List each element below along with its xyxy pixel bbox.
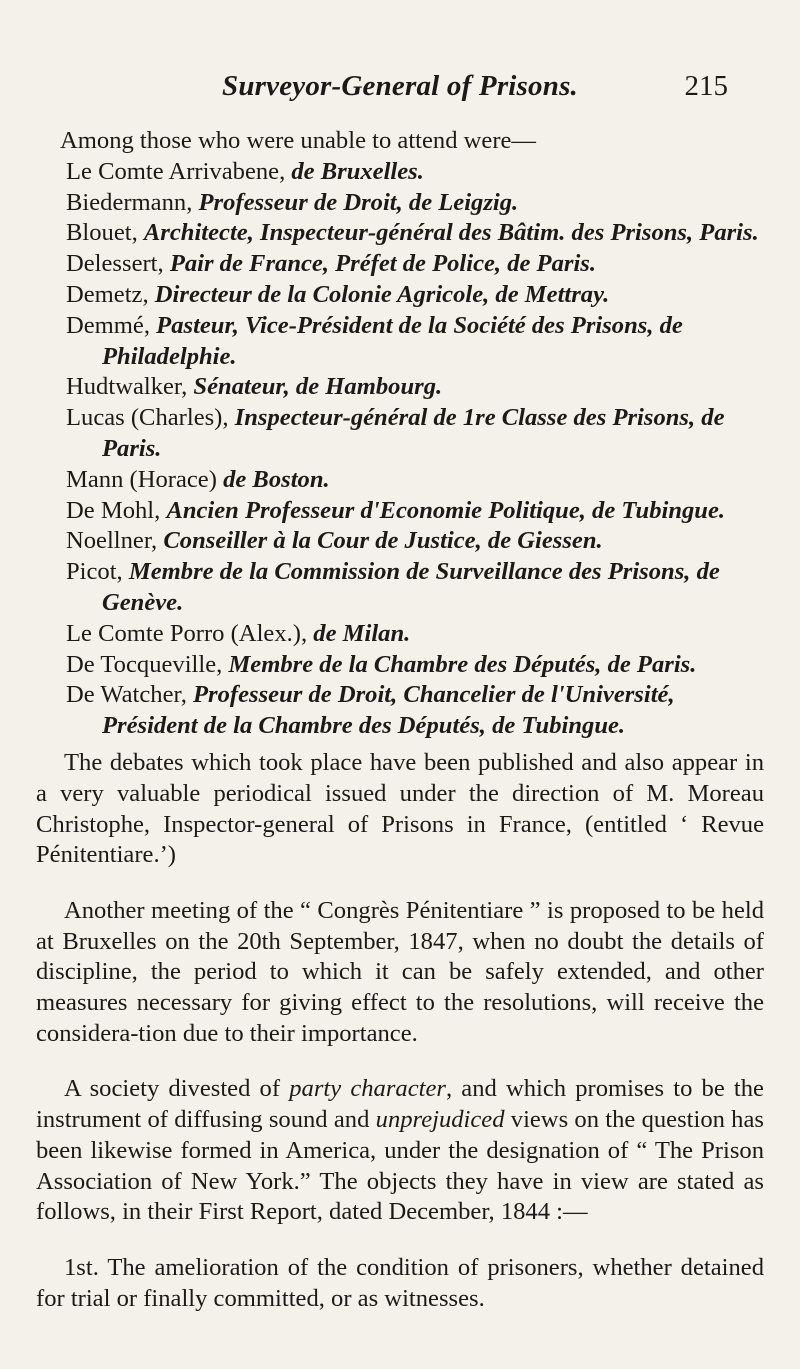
- attendee-name: Delessert,: [66, 250, 164, 278]
- attendee-entry: [36, 188, 764, 219]
- attendee-entry: [36, 557, 764, 619]
- paragraph-first-object: 1st. The amelioration of the condition of prisoners, whether detained for trial or finally committed, or as witnesses.: [36, 1253, 764, 1312]
- attendee-entry: [36, 157, 764, 188]
- attendee-entry: [36, 280, 764, 311]
- attendee-name: Le Comte Arrivabene,: [66, 157, 286, 185]
- attendee-entry: [36, 619, 764, 650]
- attendee-detail: Membre de la Chambre des Députés, de Paris.: [228, 650, 697, 678]
- attendee-entry: [36, 650, 764, 681]
- attendee-name: De Watcher,: [66, 681, 187, 709]
- attendee-list: [36, 157, 764, 742]
- attendee-detail: de Bruxelles.: [291, 157, 424, 185]
- page-number: 215: [684, 70, 728, 102]
- attendee-detail: de Boston.: [223, 465, 330, 493]
- attendee-name: Demmé,: [66, 311, 151, 339]
- attendee-detail: de Milan.: [313, 619, 411, 647]
- attendee-detail: Inspecteur-général de 1re Classe des Prisons, de Paris.: [102, 404, 725, 462]
- running-title: Surveyor-General of Prisons.: [221, 70, 579, 102]
- attendee-entry: [36, 372, 764, 403]
- attendee-entry: [36, 311, 764, 373]
- attendee-detail: Professeur de Droit, Chancelier de l'Université, Président de la Chambre des Députés, de Tubingue.: [102, 681, 675, 740]
- running-head: [40, 70, 760, 110]
- body-text: [36, 126, 764, 1339]
- attendee-detail: Professeur de Droit, de Leigzig.: [198, 188, 519, 216]
- society-emphasis-1: party character: [289, 1075, 446, 1103]
- attendee-detail: Directeur de la Colonie Agricole, de Mettray.: [154, 280, 610, 308]
- attendee-entry: [36, 465, 764, 496]
- paragraph-meeting: Another meeting of the “ Congrès Pénitentiare ” is proposed to be held at Bruxelles on the 20th September, 1847, when no doubt the details of discipline, the period to which it can be safely extended, and other measures necessary for giving effect to the resolutions, will receive the considera-tion due to their importance.: [36, 896, 764, 1047]
- attendee-detail: Pasteur, Vice-Président de la Société des Prisons, de Philadelphie.: [102, 311, 683, 370]
- attendee-entry: [36, 680, 764, 742]
- attendee-name: Le Comte Porro (Alex.),: [66, 619, 308, 647]
- attendee-detail: Architecte, Inspecteur-général des Bâtim. des Prisons, Paris.: [143, 219, 759, 247]
- attendee-name: Lucas (Charles),: [66, 404, 229, 432]
- paragraph-society: [36, 1074, 764, 1228]
- society-text-2: , and which promises to be the instrument of diffusing sound and: [36, 1075, 764, 1134]
- attendee-detail: Ancien Professeur d'Economie Politique, de Tubingue.: [166, 496, 726, 524]
- attendee-name: Biedermann,: [66, 188, 193, 216]
- attendee-entry: [36, 249, 764, 280]
- society-text-3: views on the question has been likewise formed in America, under the designation of “ The Prison Association of New York.” The objects they have in view are stated as follows, in their First Report, dated December, 1844 :—: [36, 1106, 764, 1226]
- society-text-1: A society divested of: [64, 1075, 281, 1103]
- attendee-detail: Membre de la Commission de Surveillance des Prisons, de Genève.: [102, 558, 720, 616]
- attendee-name: Mann (Horace): [66, 465, 217, 493]
- attendee-detail: Sénateur, de Hambourg.: [193, 373, 443, 401]
- society-emphasis-2: unprejudiced: [375, 1106, 505, 1134]
- attendee-entry: [36, 496, 764, 527]
- attendee-name: Demetz,: [66, 280, 149, 308]
- attendee-name: Noellner,: [66, 527, 158, 555]
- intro-line: Among those who were unable to attend were—: [60, 127, 537, 154]
- attendee-name: Blouet,: [66, 219, 138, 247]
- paragraph-debates: The debates which took place have been published and also appear in a very valuable periodical issued under the direction of M. Moreau Christophe, Inspector-general of Prisons in France, (entitled ‘ Revue Pénitentiare.’): [36, 748, 764, 869]
- attendee-detail: Conseiller à la Cour de Justice, de Giessen.: [163, 527, 603, 555]
- attendee-name: De Mohl,: [66, 496, 161, 524]
- attendee-entry: [36, 218, 764, 249]
- attendee-name: Hudtwalker,: [66, 373, 188, 401]
- attendee-name: De Tocqueville,: [66, 650, 223, 678]
- attendee-name: Picot,: [66, 558, 123, 586]
- attendee-entry: [36, 526, 764, 557]
- attendee-entry: [36, 403, 764, 465]
- attendee-detail: Pair de France, Préfet de Police, de Paris.: [169, 250, 597, 278]
